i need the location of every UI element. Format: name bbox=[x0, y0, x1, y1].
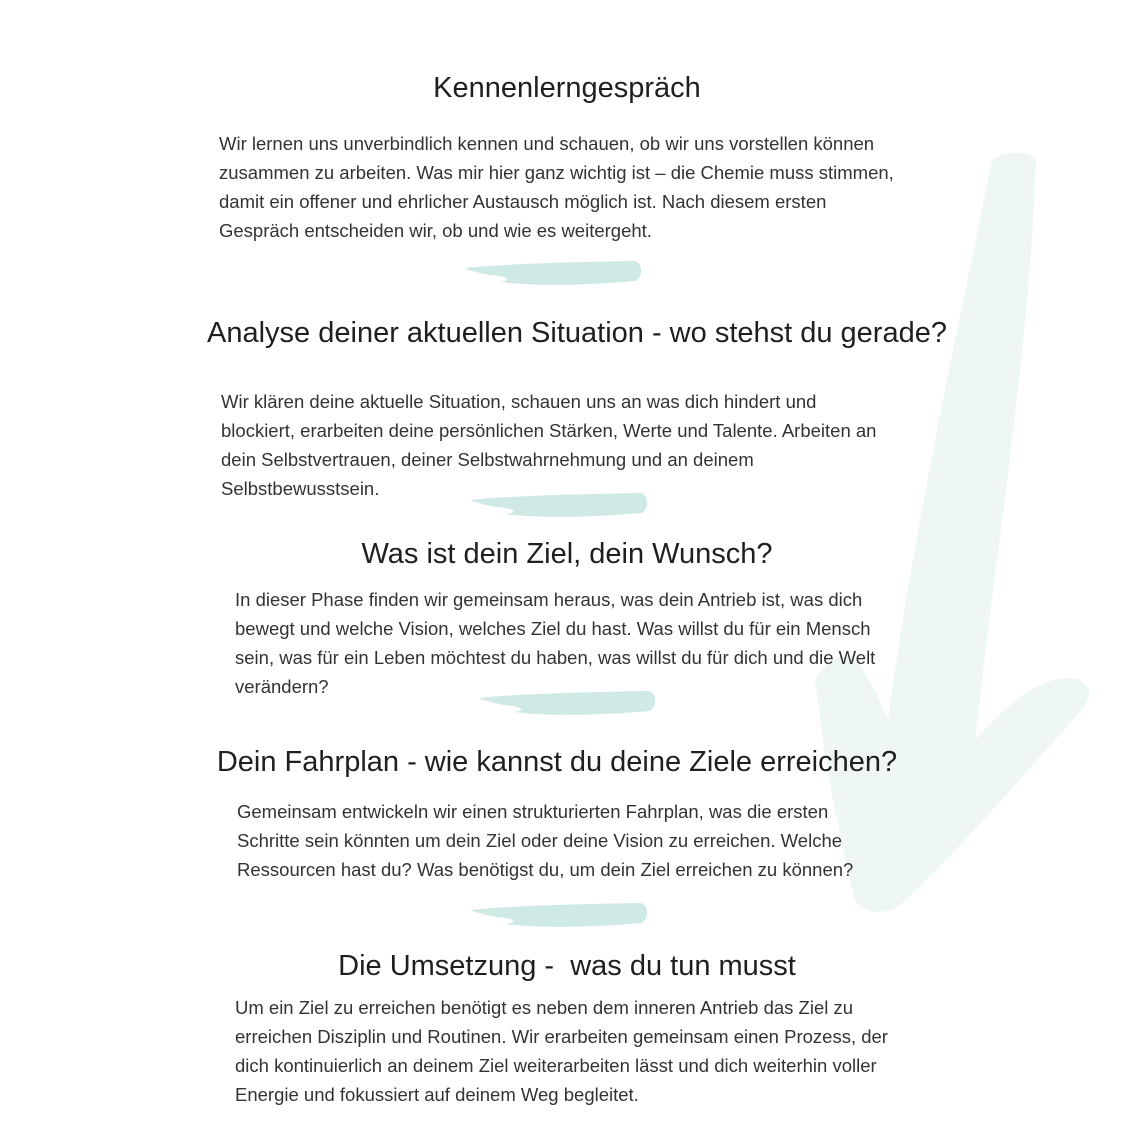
brush-stroke-divider bbox=[460, 256, 645, 290]
section-title-kennenlerngespraech: Kennenlerngespräch bbox=[433, 72, 701, 104]
section-title-analyse: Analyse deiner aktuellen Situation - wo stehst du gerade? bbox=[207, 317, 947, 349]
section-title-fahrplan: Dein Fahrplan - wie kannst du deine Ziele erreichen? bbox=[216, 746, 898, 778]
section-text-ziel: In dieser Phase finden wir gemeinsam heraus, was dein Antrieb ist, was dich bewegt und welche Vision, welches Ziel du hast. Was willst du für ein Mensch sein, was für ein Leben möchtest du haben, was willst du für dich und die Welt verändern? bbox=[235, 589, 876, 697]
section-title-umsetzung: Die Umsetzung - was du tun musst bbox=[338, 950, 796, 982]
brush-stroke-divider bbox=[466, 898, 651, 932]
section-text-analyse: Wir klären deine aktuelle Situation, schauen uns an was dich hindert und blockiert, erarbeiten deine persönlichen Stärken, Werte und Talente. Arbeiten an dein Selbstvertrauen, deiner Selbstwahrnehmung und an deinem Selbstbewusstsein. bbox=[221, 391, 877, 499]
section-title-ziel: Was ist dein Ziel, dein Wunsch? bbox=[361, 538, 773, 570]
section-text-umsetzung: Um ein Ziel zu erreichen benötigt es neben dem inneren Antrieb das Ziel zu erreichen Disziplin und Routinen. Wir erarbeiten gemeinsam einen Prozess, der dich kontinuierlich an deinem Ziel weiterarbeiten lässt und dich weiterhin voller Energie und fokussiert auf deinem Weg begleitet. bbox=[235, 997, 888, 1105]
section-text-kennenlerngespraech: Wir lernen uns unverbindlich kennen und schauen, ob wir uns vorstellen können zusammen zu arbeiten. Was mir hier ganz wichtig ist – die Chemie muss stimmen, damit ein offener und ehrlicher Austausch möglich ist. Nach diesem ersten Gespräch entscheiden wir, ob und wie es weitergeht. bbox=[219, 133, 894, 241]
section-text-fahrplan: Gemeinsam entwickeln wir einen strukturierten Fahrplan, was die ersten Schritte sein könnten um dein Ziel oder deine Vision zu erreichen. Welche Ressourcen hast du? Was benötigst du, um dein Ziel erreichen zu können? bbox=[237, 801, 854, 880]
